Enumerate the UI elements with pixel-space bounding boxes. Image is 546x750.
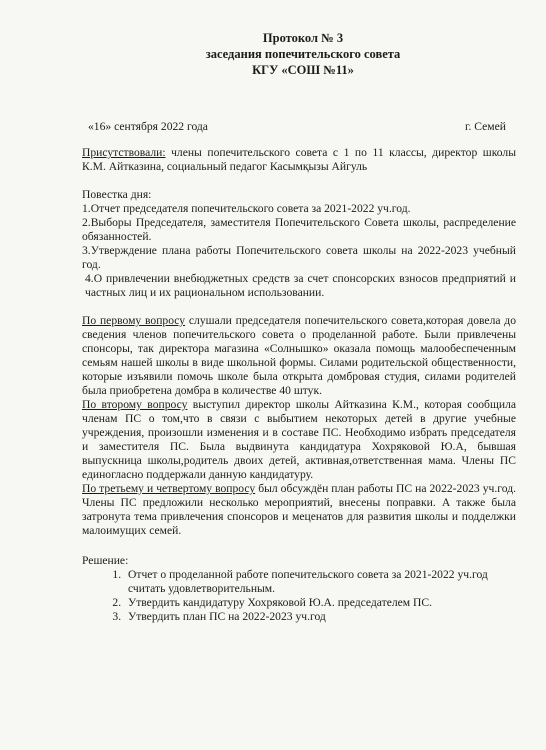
agenda-item: 4.О привлечении внебюджетных средств за счет спонсорских взносов предприятий и частных лиц и их рациональном использовании.: [85, 272, 516, 299]
agenda-title: Повестка дня:: [82, 188, 152, 201]
document-header: [90, 30, 516, 78]
question-3-label: По третьему и четвертому вопросу: [82, 482, 256, 495]
meeting-city: г. Семей: [465, 120, 506, 133]
agenda-list: [82, 202, 516, 300]
question-2-text: выступил директор школы Айтказина К.М., которая сообщила членам ПС о том,что в связи с выбытием некоторых детей в другие учебные учреждения, произошли изменения и в составе ПС. Необходимо избрать председателя и заместителя ПС. Была выдвинута кандидатура Хохряковой Ю.А, бывшая выпускница школы,родитель двоих детей, активная,ответственная мама. Члены ПС единогласно поддержали данную кандидатуру.: [82, 398, 517, 481]
attendees-paragraph: [82, 146, 516, 174]
meeting-title: заседания попечительского совета: [205, 47, 401, 61]
decision-item: 1. Отчет о проделанной работе попечительского совета за 2021-2022 уч.год считать удовлетворительным.: [124, 568, 516, 596]
agenda-item: 1.Отчет председателя попечительского совета за 2021-2022 уч.год.: [82, 202, 411, 215]
question-1-paragraph: [82, 314, 516, 398]
decision-list: [82, 568, 516, 624]
protocol-number: Протокол № 3: [262, 31, 344, 45]
organization-name: КГУ «СОШ №11»: [252, 63, 354, 77]
attendees-label: Присутствовали:: [82, 146, 166, 159]
decision-item: 2. Утвердить кандидатуру Хохряковой Ю.А. председателем ПС.: [124, 596, 516, 610]
question-2-paragraph: [82, 398, 516, 482]
question-1-text: слушали председателя попечительского совета,которая довела до сведения членов попечительского совета о проделанной работе. Были привлечены спонсоры, так директора магазина «Солнышко» оказала помощь малообеспеченным семьям нашей школы в виде школьной формы. Силами родительской общественности, которые изъявили помочь школе была открыта домбровая студия, силами родителей была приобретена домбра в количестве 40 штук.: [82, 314, 516, 397]
question-3-paragraph: [82, 482, 516, 538]
discussion-section: [82, 314, 516, 538]
attendees-text: члены попечительского совета с 1 по 11 классы, директор школы К.М. Айтказина, социальный педагог Касымқызы Айгуль: [82, 146, 516, 173]
meeting-date: «16» сентября 2022 года: [88, 120, 208, 133]
decision-item: 3. Утвердить план ПС на 2022-2023 уч.год: [124, 610, 516, 624]
agenda-item: 2.Выборы Председателя, заместителя Попечительского Совета школы, распределение обязанностей.: [82, 216, 516, 243]
agenda-item: 3.Утверждение плана работы Попечительского совета школы на 2022-2023 учебный год.: [82, 244, 516, 271]
question-1-label: По первому вопросу: [82, 314, 186, 327]
date-line: [88, 120, 516, 134]
decision-title: Решение:: [82, 554, 129, 567]
question-3-text: был обсуждён план работы ПС на 2022-2023 уч.год. Члены ПС предложили несколько мероприятий, внесены поправки. А также была затронута тема привлечения спонсоров и меценатов для развития школы и подделжки малоимущих семей.: [82, 482, 516, 537]
question-2-label: По второму вопросу: [82, 398, 188, 411]
